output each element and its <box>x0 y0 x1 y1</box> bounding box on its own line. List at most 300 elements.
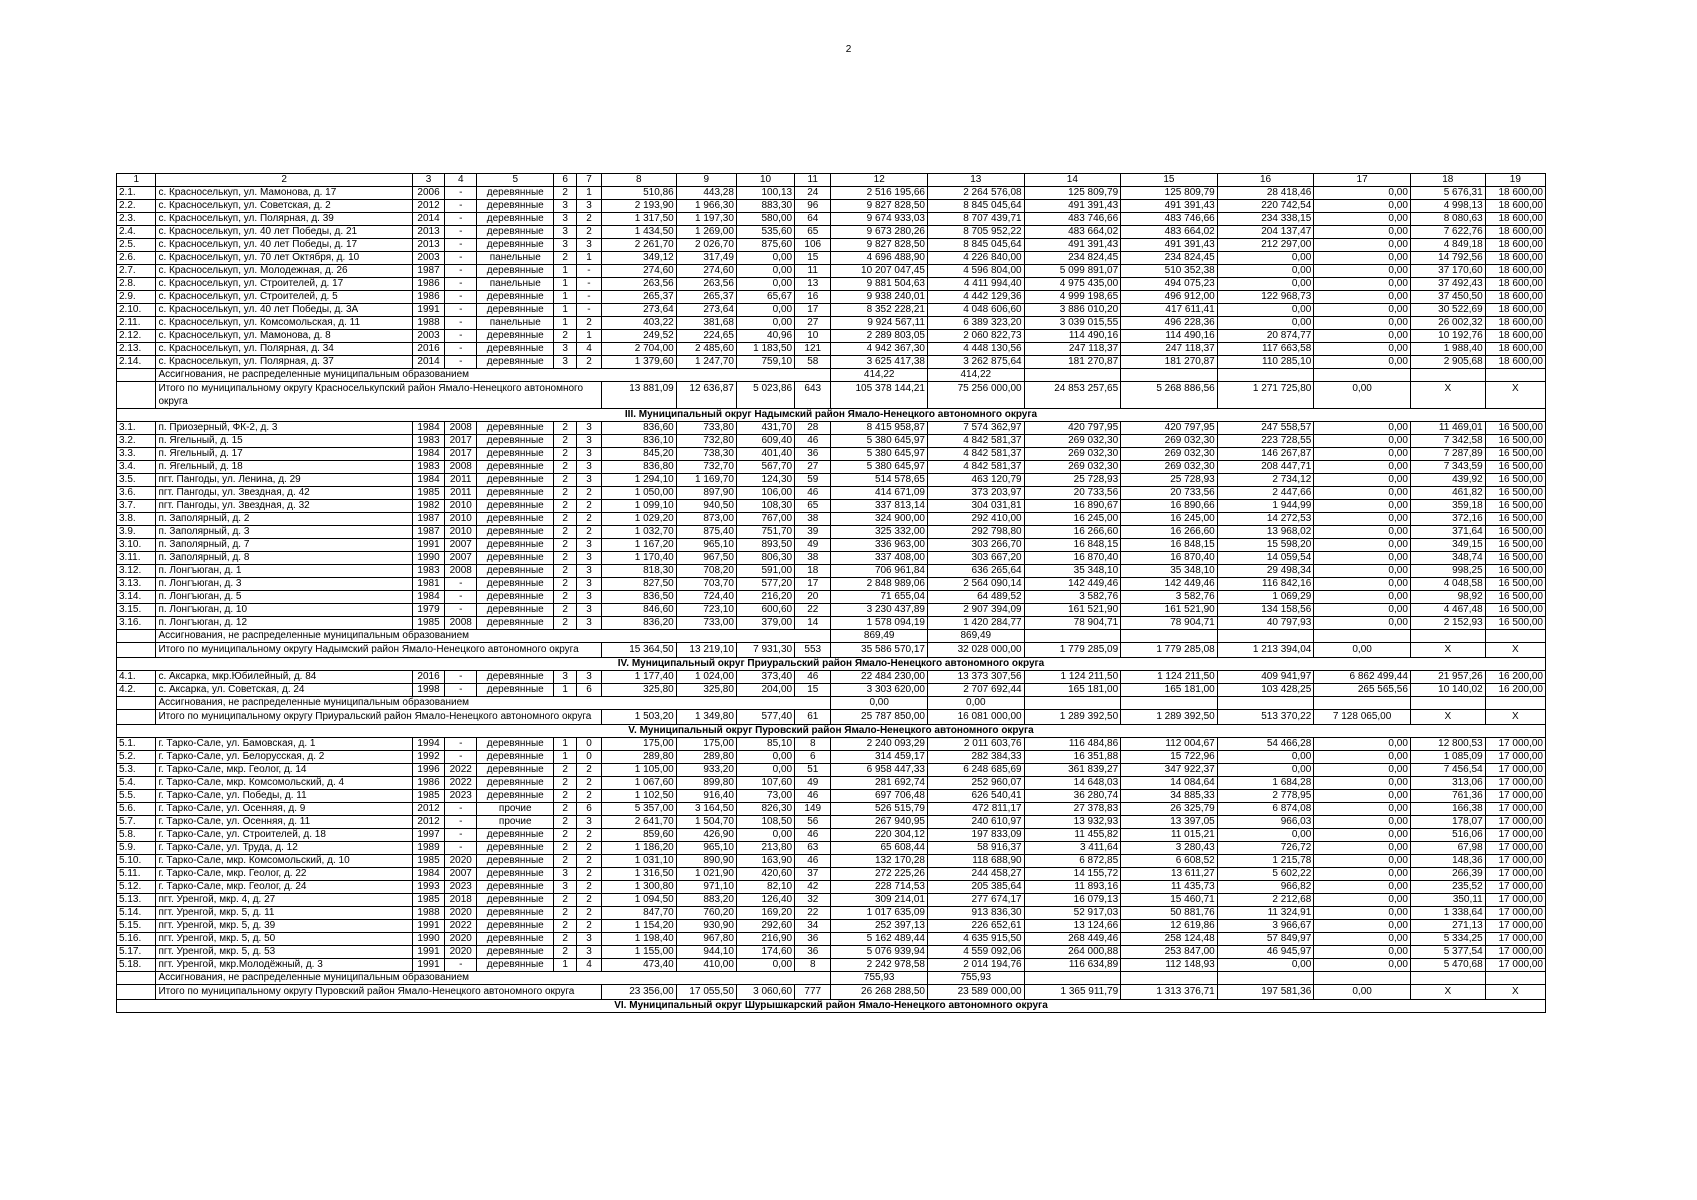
table-cell: 1 <box>554 304 577 317</box>
table-cell: 2 <box>554 474 577 487</box>
table-cell: 3 303 620,00 <box>831 684 928 697</box>
table-cell: 0,00 <box>1314 790 1411 803</box>
table-cell: 5.10. <box>117 855 156 868</box>
table-cell: 208 447,71 <box>1217 461 1314 474</box>
table-cell: - <box>445 684 477 697</box>
table-cell: 6 <box>795 751 831 764</box>
table-cell: 64 489,52 <box>928 591 1025 604</box>
table-cell: 11 893,16 <box>1024 881 1121 894</box>
table-cell: п. Ягельный, д. 18 <box>156 461 413 474</box>
section-title-row <box>117 1000 1546 1013</box>
table-cell: 8 845 045,64 <box>928 239 1025 252</box>
table-cell: 28 <box>795 422 831 435</box>
table-cell: 1 <box>577 252 602 265</box>
table-cell: 289,80 <box>601 751 676 764</box>
table-cell: 2 <box>554 461 577 474</box>
table-cell: 1 197,30 <box>676 213 736 226</box>
table-cell: - <box>445 803 477 816</box>
table-row <box>117 959 1546 972</box>
table-cell: 10 <box>795 330 831 343</box>
table-cell: 17 <box>795 304 831 317</box>
table-cell: 5.4. <box>117 777 156 790</box>
table-cell: 96 <box>795 200 831 213</box>
total-value: 553 <box>795 643 831 658</box>
table-cell: 40 797,93 <box>1217 617 1314 630</box>
total-value: 1 503,20 <box>601 710 676 725</box>
table-cell <box>117 382 156 409</box>
table-cell: 247 118,37 <box>1121 343 1218 356</box>
table-cell: 472 811,17 <box>928 803 1025 816</box>
table-cell: 1991 <box>412 539 444 552</box>
table-cell: 3 <box>554 868 577 881</box>
table-cell: 0,00 <box>1314 764 1411 777</box>
table-cell: 760,20 <box>676 907 736 920</box>
table-cell: 0,00 <box>736 959 794 972</box>
table-cell: 17 000,00 <box>1485 777 1545 790</box>
table-cell: 0,00 <box>1314 552 1411 565</box>
table-row <box>117 816 1546 829</box>
table-cell: 5.7. <box>117 816 156 829</box>
table-row <box>117 855 1546 868</box>
table-cell: 0,00 <box>1217 278 1314 291</box>
table-cell: 0,00 <box>1314 816 1411 829</box>
table-cell: 265,37 <box>601 291 676 304</box>
table-cell: 108,50 <box>736 816 794 829</box>
table-cell: 3 582,76 <box>1121 591 1218 604</box>
table-cell: 0,00 <box>1314 959 1411 972</box>
table-cell: 2 289 803,05 <box>831 330 928 343</box>
total-value: 61 <box>795 710 831 725</box>
table-cell: 16 079,13 <box>1024 894 1121 907</box>
table-cell: 2 242 978,58 <box>831 959 928 972</box>
table-cell: 0,00 <box>1314 907 1411 920</box>
table-cell: 0,00 <box>736 751 794 764</box>
table-cell: 706 961,84 <box>831 565 928 578</box>
table-cell: 5 676,31 <box>1410 187 1485 200</box>
table-cell: 9 674 933,03 <box>831 213 928 226</box>
table-cell <box>1121 369 1218 382</box>
table-cell: 265,37 <box>676 291 736 304</box>
table-cell: 966,03 <box>1217 816 1314 829</box>
table-cell: деревянные <box>477 539 554 552</box>
table-cell: 818,30 <box>601 565 676 578</box>
table-cell: 875,40 <box>676 526 736 539</box>
table-cell: 2.3. <box>117 213 156 226</box>
table-cell: 0,00 <box>1314 461 1411 474</box>
total-row <box>117 643 1546 658</box>
table-cell: с. Красноселькуп, ул. Молодежная, д. 26 <box>156 265 413 278</box>
table-cell: 0,00 <box>1314 200 1411 213</box>
table-cell: 1983 <box>412 435 444 448</box>
table-cell: 24 <box>795 187 831 200</box>
table-cell: пгт. Уренгой, мкр. 5, д. 39 <box>156 920 413 933</box>
table-cell: деревянные <box>477 330 554 343</box>
table-cell: 325,80 <box>601 684 676 697</box>
table-cell: 1994 <box>412 738 444 751</box>
table-cell: 2012 <box>412 816 444 829</box>
table-cell: 40,96 <box>736 330 794 343</box>
table-cell: 161 521,90 <box>1121 604 1218 617</box>
table-cell: 13 124,66 <box>1024 920 1121 933</box>
table-cell: 3.10. <box>117 539 156 552</box>
table-row <box>117 565 1546 578</box>
table-row <box>117 946 1546 959</box>
table-cell: 17 000,00 <box>1485 959 1545 972</box>
table-cell: 17 000,00 <box>1485 803 1545 816</box>
table-cell: 439,92 <box>1410 474 1485 487</box>
table-cell <box>117 630 156 643</box>
table-cell: 609,40 <box>736 435 794 448</box>
table-cell: 267 940,95 <box>831 816 928 829</box>
table-cell: 3 280,43 <box>1121 842 1218 855</box>
table-cell: 7 574 362,97 <box>928 422 1025 435</box>
table-cell: 0,00 <box>1314 330 1411 343</box>
table-row <box>117 751 1546 764</box>
table-cell: деревянные <box>477 790 554 803</box>
table-cell: 71 655,04 <box>831 591 928 604</box>
table-cell: 2 <box>554 894 577 907</box>
table-cell: 22 484 230,00 <box>831 671 928 684</box>
table-cell: - <box>445 252 477 265</box>
table-cell: 3 <box>577 816 602 829</box>
table-cell: 3.16. <box>117 617 156 630</box>
table-cell: 258 124,48 <box>1121 933 1218 946</box>
table-cell: 0,00 <box>1314 738 1411 751</box>
table-cell: 122 968,73 <box>1217 291 1314 304</box>
table-cell: 103 428,25 <box>1217 684 1314 697</box>
table-cell: 2 <box>554 777 577 790</box>
table-cell: 494 075,23 <box>1121 278 1218 291</box>
table-body <box>117 174 1546 1013</box>
table-cell: 234 824,45 <box>1024 252 1121 265</box>
table-cell: 216,20 <box>736 591 794 604</box>
table-cell: 65 <box>795 226 831 239</box>
table-cell: 1 032,70 <box>601 526 676 539</box>
table-cell: 3 <box>554 356 577 369</box>
table-cell: 3 262 875,64 <box>928 356 1025 369</box>
table-cell: 0,00 <box>1314 343 1411 356</box>
table-cell: 3 164,50 <box>676 803 736 816</box>
total-value: X <box>1485 382 1545 409</box>
table-cell: 0,00 <box>1314 513 1411 526</box>
table-cell: 3 <box>577 422 602 435</box>
table-cell: - <box>445 591 477 604</box>
table-cell: 1 177,40 <box>601 671 676 684</box>
table-cell: 0 <box>577 738 602 751</box>
table-cell: 18 600,00 <box>1485 239 1545 252</box>
table-cell: 0,00 <box>1217 829 1314 842</box>
table-row <box>117 671 1546 684</box>
table-cell: п. Лонгъюган, д. 12 <box>156 617 413 630</box>
table-cell <box>1024 972 1121 985</box>
table-cell: 3 <box>577 448 602 461</box>
header-cell: 5 <box>477 174 554 187</box>
table-cell: 52 917,03 <box>1024 907 1121 920</box>
table-cell: 17 000,00 <box>1485 868 1545 881</box>
table-cell: деревянные <box>477 513 554 526</box>
total-value: 105 378 144,21 <box>831 382 928 409</box>
table-cell: 20 733,56 <box>1121 487 1218 500</box>
table-cell: 0,00 <box>1217 304 1314 317</box>
table-cell: 2013 <box>412 226 444 239</box>
table-row <box>117 317 1546 330</box>
table-cell: 0,00 <box>1217 317 1314 330</box>
section-title: V. Муниципальный округ Пуровский район Ямало-Ненецкого автономного округа <box>117 725 1546 738</box>
table-cell <box>1121 697 1218 710</box>
unallocated-row <box>117 630 1546 643</box>
table-cell: деревянные <box>477 448 554 461</box>
table-cell: 0,00 <box>1314 591 1411 604</box>
table-cell: 2 <box>554 422 577 435</box>
table-cell: 4.1. <box>117 671 156 684</box>
table-cell: 5 162 489,44 <box>831 933 928 946</box>
table-cell: 403,22 <box>601 317 676 330</box>
table-cell: 6 608,52 <box>1121 855 1218 868</box>
table-cell: 28 418,46 <box>1217 187 1314 200</box>
table-cell: прочие <box>477 816 554 829</box>
table-cell: 3 <box>554 343 577 356</box>
table-cell: 1 988,40 <box>1410 343 1485 356</box>
unallocated-row <box>117 697 1546 710</box>
total-value: 1 289 392,50 <box>1024 710 1121 725</box>
table-cell: 17 000,00 <box>1485 816 1545 829</box>
table-cell: - <box>445 213 477 226</box>
table-cell: 244 458,27 <box>928 868 1025 881</box>
table-cell: 420,60 <box>736 868 794 881</box>
table-cell: 35 348,10 <box>1121 565 1218 578</box>
table-cell: 65 608,44 <box>831 842 928 855</box>
table-cell: 17 000,00 <box>1485 738 1545 751</box>
table-cell: панельные <box>477 278 554 291</box>
table-cell: 1 069,29 <box>1217 591 1314 604</box>
table-cell: с. Красноселькуп, ул. Полярная, д. 37 <box>156 356 413 369</box>
total-value: 24 853 257,65 <box>1024 382 1121 409</box>
table-row <box>117 738 1546 751</box>
table-cell: 0,00 <box>1314 920 1411 933</box>
table-cell: 913 836,30 <box>928 907 1025 920</box>
table-cell: с. Красноселькуп, ул. Строителей, д. 5 <box>156 291 413 304</box>
table-cell: 337 408,00 <box>831 552 928 565</box>
table-cell: 2 264 576,08 <box>928 187 1025 200</box>
table-cell: - <box>445 330 477 343</box>
table-cell: п. Лонгъюган, д. 1 <box>156 565 413 578</box>
table-cell: 491 391,43 <box>1121 200 1218 213</box>
table-row <box>117 920 1546 933</box>
table-cell: 20 733,56 <box>1024 487 1121 500</box>
table-cell: 2 <box>577 868 602 881</box>
table-cell: 5 334,25 <box>1410 933 1485 946</box>
section-title: VI. Муниципальный округ Шурышкарский район Ямало-Ненецкого автономного округа <box>117 1000 1546 1013</box>
table-cell: - <box>445 829 477 842</box>
table-row <box>117 239 1546 252</box>
unallocated-c12: 869,49 <box>831 630 928 643</box>
unallocated-c13: 869,49 <box>928 630 1025 643</box>
table-cell: 1 317,50 <box>601 213 676 226</box>
table-cell: 4 596 804,00 <box>928 265 1025 278</box>
table-cell: 2 <box>554 500 577 513</box>
unallocated-c13: 414,22 <box>928 369 1025 382</box>
table-cell: деревянные <box>477 751 554 764</box>
table-cell: 17 000,00 <box>1485 933 1545 946</box>
table-cell: 146 267,87 <box>1217 448 1314 461</box>
table-cell: п. Лонгъюган, д. 10 <box>156 604 413 617</box>
table-cell: 54 466,28 <box>1217 738 1314 751</box>
table-cell: 5.8. <box>117 829 156 842</box>
table-row <box>117 591 1546 604</box>
table-cell: 25 728,93 <box>1121 474 1218 487</box>
table-cell: 420 797,95 <box>1121 422 1218 435</box>
table-cell: 13 397,05 <box>1121 816 1218 829</box>
table-cell: 2 <box>577 920 602 933</box>
table-cell: 1982 <box>412 500 444 513</box>
table-cell: 1 <box>554 317 577 330</box>
table-cell: 16 200,00 <box>1485 671 1545 684</box>
table-cell: 2.10. <box>117 304 156 317</box>
table-cell: 348,74 <box>1410 552 1485 565</box>
table-cell: 18 600,00 <box>1485 330 1545 343</box>
table-cell: 2 704,00 <box>601 343 676 356</box>
table-cell: 1 029,20 <box>601 513 676 526</box>
section-title: III. Муниципальный округ Надымский район Ямало-Ненецкого автономного округа <box>117 409 1546 422</box>
table-cell: с. Красноселькуп, ул. Мамонова, д. 8 <box>156 330 413 343</box>
table-cell: с. Красноселькуп, ул. Полярная, д. 34 <box>156 343 413 356</box>
table-cell: деревянные <box>477 591 554 604</box>
total-label: Итого по муниципальному округу Приуральский район Ямало-Ненецкого автономного округа <box>156 710 601 725</box>
table-cell <box>117 643 156 658</box>
table-cell: 2 <box>577 526 602 539</box>
table-cell: 0,00 <box>1314 304 1411 317</box>
table-cell: деревянные <box>477 907 554 920</box>
table-cell <box>117 369 156 382</box>
table-cell: 1991 <box>412 959 444 972</box>
total-row <box>117 710 1546 725</box>
table-cell: 1 <box>554 751 577 764</box>
table-cell: 16 500,00 <box>1485 461 1545 474</box>
total-value: 0,00 <box>1314 643 1411 658</box>
table-cell: деревянные <box>477 777 554 790</box>
table-cell: деревянные <box>477 829 554 842</box>
table-cell: 2 778,95 <box>1217 790 1314 803</box>
table-cell: 114 490,16 <box>1121 330 1218 343</box>
table-cell: 2014 <box>412 213 444 226</box>
table-cell: 269 032,30 <box>1024 448 1121 461</box>
table-cell: 247 118,37 <box>1024 343 1121 356</box>
table-cell: 0,00 <box>1314 578 1411 591</box>
table-cell <box>1314 369 1411 382</box>
table-cell: 16 500,00 <box>1485 513 1545 526</box>
table-cell: - <box>577 291 602 304</box>
table-cell: 32 <box>795 894 831 907</box>
table-cell: 13 373 307,56 <box>928 671 1025 684</box>
table-cell: 965,10 <box>676 842 736 855</box>
table-cell: 336 963,00 <box>831 539 928 552</box>
table-cell: 303 667,20 <box>928 552 1025 565</box>
table-cell: 514 578,65 <box>831 474 928 487</box>
table-cell: 2 848 989,06 <box>831 578 928 591</box>
table-cell: 18 600,00 <box>1485 304 1545 317</box>
table-cell: 2022 <box>445 777 477 790</box>
table-cell: 5.18. <box>117 959 156 972</box>
table-cell: 1985 <box>412 790 444 803</box>
table-cell: 3.8. <box>117 513 156 526</box>
table-cell: 3 <box>577 617 602 630</box>
total-value: 1 779 285,08 <box>1121 643 1218 658</box>
table-cell: 116 484,86 <box>1024 738 1121 751</box>
table-row <box>117 435 1546 448</box>
total-value: X <box>1410 985 1485 1000</box>
table-row <box>117 291 1546 304</box>
table-row <box>117 526 1546 539</box>
table-cell: 350,11 <box>1410 894 1485 907</box>
table-cell: 496 912,00 <box>1121 291 1218 304</box>
table-cell: 491 391,43 <box>1121 239 1218 252</box>
table-cell: 998,25 <box>1410 565 1485 578</box>
table-cell <box>117 985 156 1000</box>
table-cell: 3 <box>554 213 577 226</box>
table-cell: 2 <box>554 552 577 565</box>
table-row <box>117 356 1546 369</box>
table-cell: 733,80 <box>676 422 736 435</box>
total-row <box>117 985 1546 1000</box>
table-cell: 82,10 <box>736 881 794 894</box>
table-cell: 1992 <box>412 751 444 764</box>
table-cell: 3 <box>577 591 602 604</box>
table-cell: 1 021,90 <box>676 868 736 881</box>
table-cell: 1 <box>554 291 577 304</box>
table-cell: 2.5. <box>117 239 156 252</box>
table-cell: 34 885,33 <box>1121 790 1218 803</box>
table-cell: 1 105,00 <box>601 764 676 777</box>
table-cell: 282 384,33 <box>928 751 1025 764</box>
table-cell: 0,00 <box>1314 356 1411 369</box>
header-cell: 18 <box>1410 174 1485 187</box>
table-cell: - <box>445 816 477 829</box>
table-cell: 2 564 090,14 <box>928 578 1025 591</box>
table-cell: 1 198,40 <box>601 933 676 946</box>
table-row <box>117 500 1546 513</box>
table-cell: 5 380 645,97 <box>831 448 928 461</box>
table-cell: 8 845 045,64 <box>928 200 1025 213</box>
table-cell: 5.17. <box>117 946 156 959</box>
table-cell: 49 <box>795 539 831 552</box>
table-cell: 16 500,00 <box>1485 422 1545 435</box>
table-cell: 16 500,00 <box>1485 604 1545 617</box>
table-cell: 535,60 <box>736 226 794 239</box>
table-cell: 9 827 828,50 <box>831 239 928 252</box>
table-cell: 16 266,60 <box>1121 526 1218 539</box>
unallocated-c12: 414,22 <box>831 369 928 382</box>
table-cell: 1985 <box>412 617 444 630</box>
table-cell: с. Красноселькуп, ул. 40 лет Победы, д. 17 <box>156 239 413 252</box>
table-cell: 3 <box>554 239 577 252</box>
table-cell: деревянные <box>477 578 554 591</box>
table-cell: 2020 <box>445 933 477 946</box>
table-cell: 0,00 <box>1314 829 1411 842</box>
table-cell: - <box>445 842 477 855</box>
total-value: 7 128 065,00 <box>1314 710 1411 725</box>
table-cell: 49 <box>795 777 831 790</box>
table-cell: 64 <box>795 213 831 226</box>
table-cell: с. Аксарка, ул. Советская, д. 24 <box>156 684 413 697</box>
table-cell: 0,00 <box>736 278 794 291</box>
table-row <box>117 617 1546 630</box>
table-cell: 30 522,69 <box>1410 304 1485 317</box>
table-cell: 0,00 <box>1314 842 1411 855</box>
table-cell: 4 635 915,50 <box>928 933 1025 946</box>
table-cell: 14 155,72 <box>1024 868 1121 881</box>
table-cell: 8 080,63 <box>1410 213 1485 226</box>
table-cell: г. Тарко-Сале, ул. Осенняя, д. 11 <box>156 816 413 829</box>
